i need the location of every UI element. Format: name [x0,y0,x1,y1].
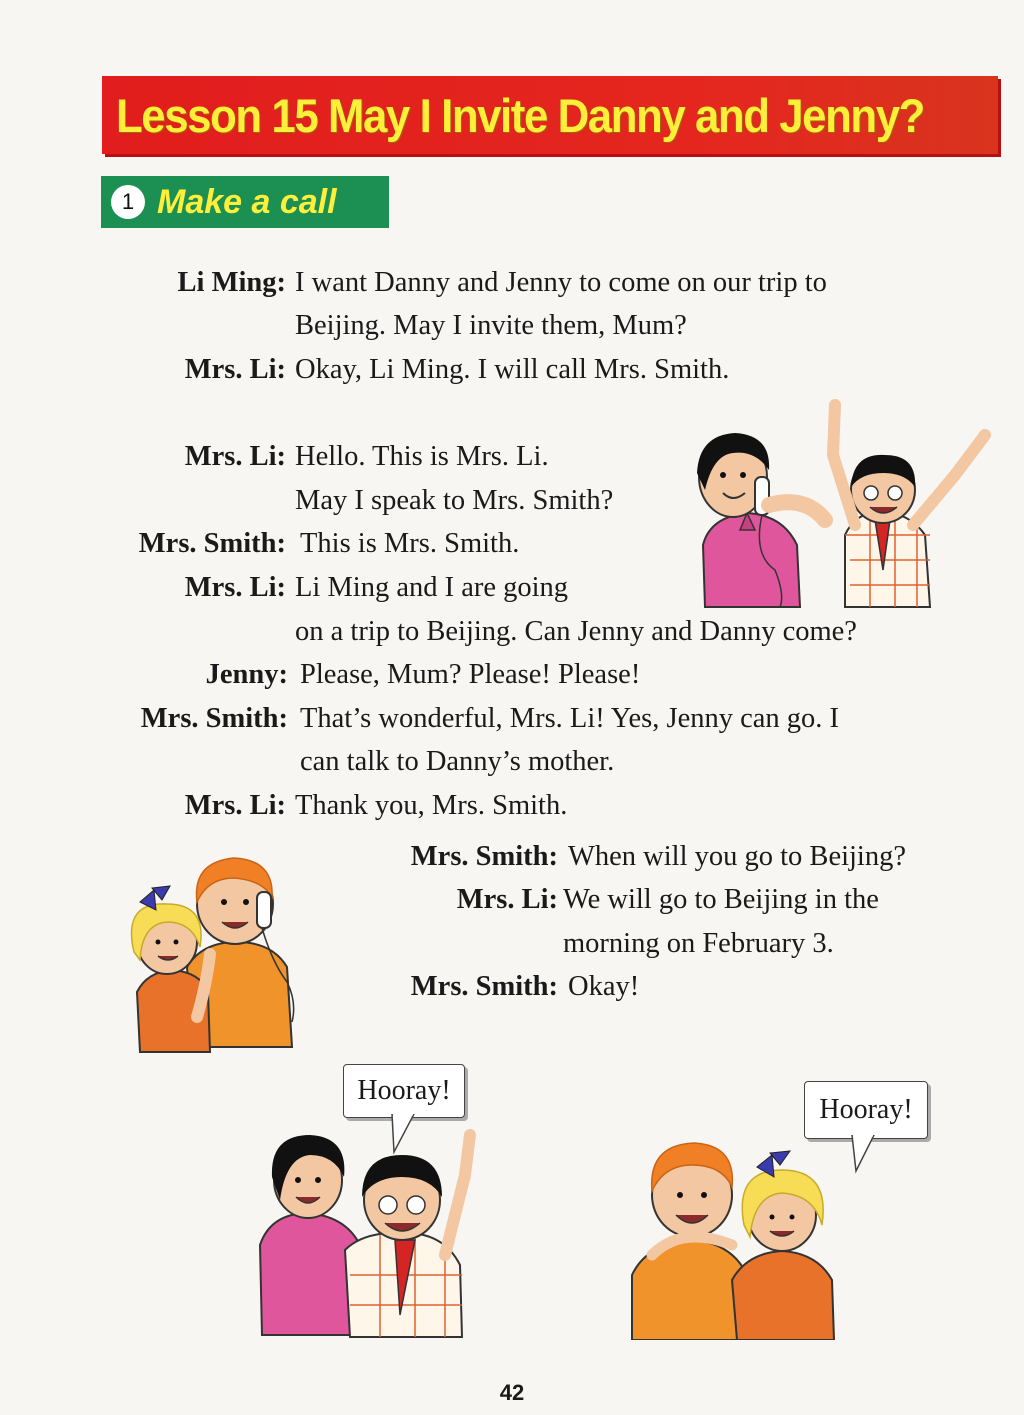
dialogue-line: Please, Mum? Please! Please! [300,659,641,690]
speaker-label: Mrs. Smith: [140,703,288,734]
speech-bubble-tail [848,1135,878,1175]
speaker-label: Mrs. Smith: [138,528,286,559]
speaker-label: Mrs. Li: [184,441,286,472]
speech-bubble-text: Hooray! [819,1094,913,1125]
speaker-label: Mrs. Li: [456,884,558,915]
dialogue-line: This is Mrs. Smith. [300,528,520,559]
dialogue-line: Thank you, Mrs. Smith. [295,790,568,821]
section-header [101,176,389,228]
speech-bubble-text: Hooray! [357,1075,451,1106]
dialogue-line: Okay! [568,971,640,1002]
lesson-title: Lesson 15 May I Invite Danny and Jenny? [116,88,924,142]
dialogue-line: Okay, Li Ming. I will call Mrs. Smith. [295,354,730,385]
speaker-label: Mrs. Smith: [410,841,558,872]
lesson-title-banner [102,76,998,154]
speaker-label: Jenny: [205,659,288,690]
speaker-label: Mrs. Li: [184,572,286,603]
section-number: 1 [111,185,145,219]
speaker-label: Mrs. Li: [184,790,286,821]
mrs-li-li-ming-hooray-illustration [250,1115,495,1340]
danny-jenny-hooray-illustration [622,1125,862,1340]
page-number: 42 [499,1380,525,1405]
dialogue-line: When will you go to Beijing? [568,841,906,872]
dialogue-line: I want Danny and Jenny to come on our trip to [295,267,827,298]
dialogue-line: Beijing. May I invite them, Mum? [295,310,687,341]
dialogue-line: We will go to Beijing in the [563,884,879,915]
speech-bubble [343,1064,465,1118]
dialogue-line: May I speak to Mrs. Smith? [295,485,614,516]
speech-bubble-tail [388,1114,418,1154]
dialogue-line: That’s wonderful, Mrs. Li! Yes, Jenny can go. I [300,703,840,734]
speech-bubble [804,1081,928,1139]
dialogue-line: Li Ming and I are going [295,572,569,603]
section-label: Make a call [157,182,337,221]
speaker-label: Mrs. Li: [184,354,286,385]
dialogue-line: on a trip to Beijing. Can Jenny and Danny come? [295,616,857,647]
speaker-label: Li Ming: [177,267,286,298]
dialogue-line: morning on February 3. [563,928,834,959]
speaker-label: Mrs. Smith: [410,971,558,1002]
dialogue-line: Hello. This is Mrs. Li. [295,441,549,472]
mrs-li-phone-li-ming-illustration [685,395,1005,610]
jenny-mrs-smith-phone-illustration [112,842,327,1057]
dialogue-line: can talk to Danny’s mother. [300,746,615,777]
